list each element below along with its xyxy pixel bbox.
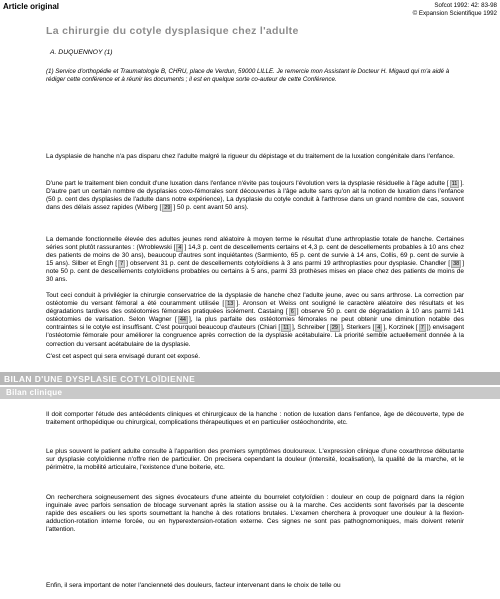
- reference-link[interactable]: 4: [178, 245, 182, 252]
- reference-link[interactable]: 11: [451, 181, 458, 187]
- section-heading: BILAN D'UNE DYSPLASIE COTYLOÏDIENNE: [4, 374, 196, 384]
- paragraph-functional-demand: La demande fonctionnelle élevée des adultes jeunes rend aléatoire à moyen terme le résultat d'une arthroplastie totale de hanche. Certaines séries sont plutôt rassurantes : (Wroblewski [ 4 ] 14,3 p. cent de descellements certains et 4,3 p. cent de descellements probables à 10 ans chez des patients de moins de 30 ans), beaucoup d'autres sont inquiétantes (Sarmiento, 65 p. cent de survie à 14 ans, Collis, 69 p. cent de survie à 15 ans). Silber et Engh [ 7 ] observent 31 p. cent de descellements cotyloïdiens à 3 ans parmi 19 arthroplasties pour dysplasie. Chandler [ 38 ] note 50 p. cent de descellements cotyloïdiens probables ou certains à 5 ans, parmi 33 prothèses mises en place chez des patients de moins de 30 ans.: [46, 236, 464, 284]
- subsection-heading-bar: [0, 387, 500, 399]
- reference-link[interactable]: 7: [420, 325, 424, 332]
- article-author: A. DUQUENNOY (1): [50, 49, 113, 56]
- paragraph-pain-duration: Enfin, il sera important de noter l'ancienneté des douleurs, facteur intervenant dans le choix de telle ou: [46, 582, 341, 589]
- paragraph-intro: La dysplasie de hanche n'a pas disparu chez l'adulte malgré la rigueur du dépistage et du traitement de la luxation congénitale dans l'enfance.: [46, 153, 455, 160]
- article-title: La chirurgie du cotyle dysplasique chez l'adulte: [46, 25, 299, 37]
- reference-link[interactable]: 29: [331, 325, 338, 332]
- reference-link[interactable]: 38: [453, 261, 460, 268]
- section-heading-bar: [0, 372, 500, 385]
- article-type-label: Article original: [3, 2, 60, 11]
- reference-link[interactable]: 29: [164, 205, 171, 212]
- paragraph-clinical-history: Il doit comporter l'étude des antécédents cliniques et chirurgicaux de la hanche : notion de luxation dans l'enfance, âge de découverte, type de traitement orthopédique ou chirurgical, complications thérapeutiques et en particulier ostéochondrite, etc.: [46, 411, 464, 427]
- journal-citation: [413, 2, 497, 17]
- reference-link[interactable]: 6: [290, 309, 294, 316]
- paragraph-residual-dysplasia: D'une part le traitement bien conduit d'une luxation dans l'enfance n'évite pas toujours l'évolution vers la dysplasie résiduelle à l'âge adulte [ 11 ]. D'autre part un certain nombre de dysplasies coxo-fémorales sont découvertes à l'âge adulte sans qu'on ait la notion de luxation dans l'enfance (50 p. cent des dysplasies de l'adulte dans notre expérience), La dysplasie du cotyle conduit à l'arthrose dans un grand nombre de cas, souvent dans des délais assez rapides (Wiberg [ 29 ] 50 p. cent avant 50 ans).: [46, 180, 464, 212]
- paragraph-clinical-symptoms: Le plus souvent le patient adulte consulte à l'apparition des premiers symptômes douloureux. L'expression clinique d'une coxarthrose débutante sur dysplasie cotyloïdienne n'offre rien de particulier. On precisera cependant la douleur (intensité, localisation), la qualité de la marche, et le périmètre, la mobilité articulaire, l'existence d'une boiterie, etc.: [46, 448, 464, 472]
- reference-link[interactable]: 13: [227, 301, 234, 308]
- paragraph-labrum-signs: On recherchera soigneusement des signes évocateurs d'une atteinte du bourrelet cotyloïdien : douleur en coup de poignard dans la région inguinale avec parfois sensation de blocage survenant après la station assise ou à la marche. Ces accidents sont favorisés par la descente rapide des escaliers ou les sports soumettant la hanche à des rotations brutales. L'examen cherchera à provoquer une douleur à la flexion-adduction-rotation interne forcée, ou en hyperextension-rotation externe. Ces signes ne sont pas pathognomoniques, mais doivent retenir l'attention.: [46, 494, 464, 534]
- reference-link[interactable]: 11: [283, 325, 289, 332]
- author-affiliation: (1) Service d'orthopédie et Traumatologie B, CHRU, place de Verdun, 59000 LILLE. Je remercie mon Assistant le Docteur H. Migaud qui m'a aidé à rédiger cette conférence et à réunir les documents ; il est en quelque sorte co-auteur de cette Conférence.: [46, 68, 450, 83]
- journal-reference: Sofcot 1992: 42: 83-98: [434, 2, 497, 9]
- reference-link[interactable]: 7: [120, 261, 124, 268]
- subsection-heading: Bilan clinique: [6, 388, 63, 397]
- paragraph-conservative-surgery: Tout ceci conduit à privilégier la chirurgie conservatrice de la dysplasie de hanche chez l'adulte jeune, avec ou sans arthrose. La correction par ostéotomie du versant fémoral a été couramment utilisée [ 13 ]. Aronson et Weiss ont souligné le caractère aléatoire des résultats et les dégradations tardives des ostéotomies fémorales pratiquées isolément. Castaing [ 6 ] observe 50 p. cent de dégradation à 10 ans parmi 141 ostéotomies de varisation. Selon Wagner [ 44 ], la plus parfaite des ostéotomies fémorales ne peut obtenir une diminution notable des contraintes si le cotyle est insuffisant. C'est pourquoi beaucoup d'auteurs (Chiari [ 11 ], Schreiber [ 29 ], Sterkers [ 4 ], Korzinek [ 7 ]) envisagent l'ostéotomie fémorale pour améliorer la congruence après correction de la dysplasie acétabulaire. La priorité semble actuellement donnée à la correction du versant acétabulaire de la dysplasie.: [46, 292, 465, 348]
- paragraph-scope: C'est cet aspect qui sera envisagé durant cet exposé.: [46, 353, 201, 360]
- reference-link[interactable]: 44: [179, 317, 186, 324]
- reference-link[interactable]: 4: [377, 325, 381, 332]
- copyright-notice: © Expansion Scientifique 1992: [412, 9, 497, 17]
